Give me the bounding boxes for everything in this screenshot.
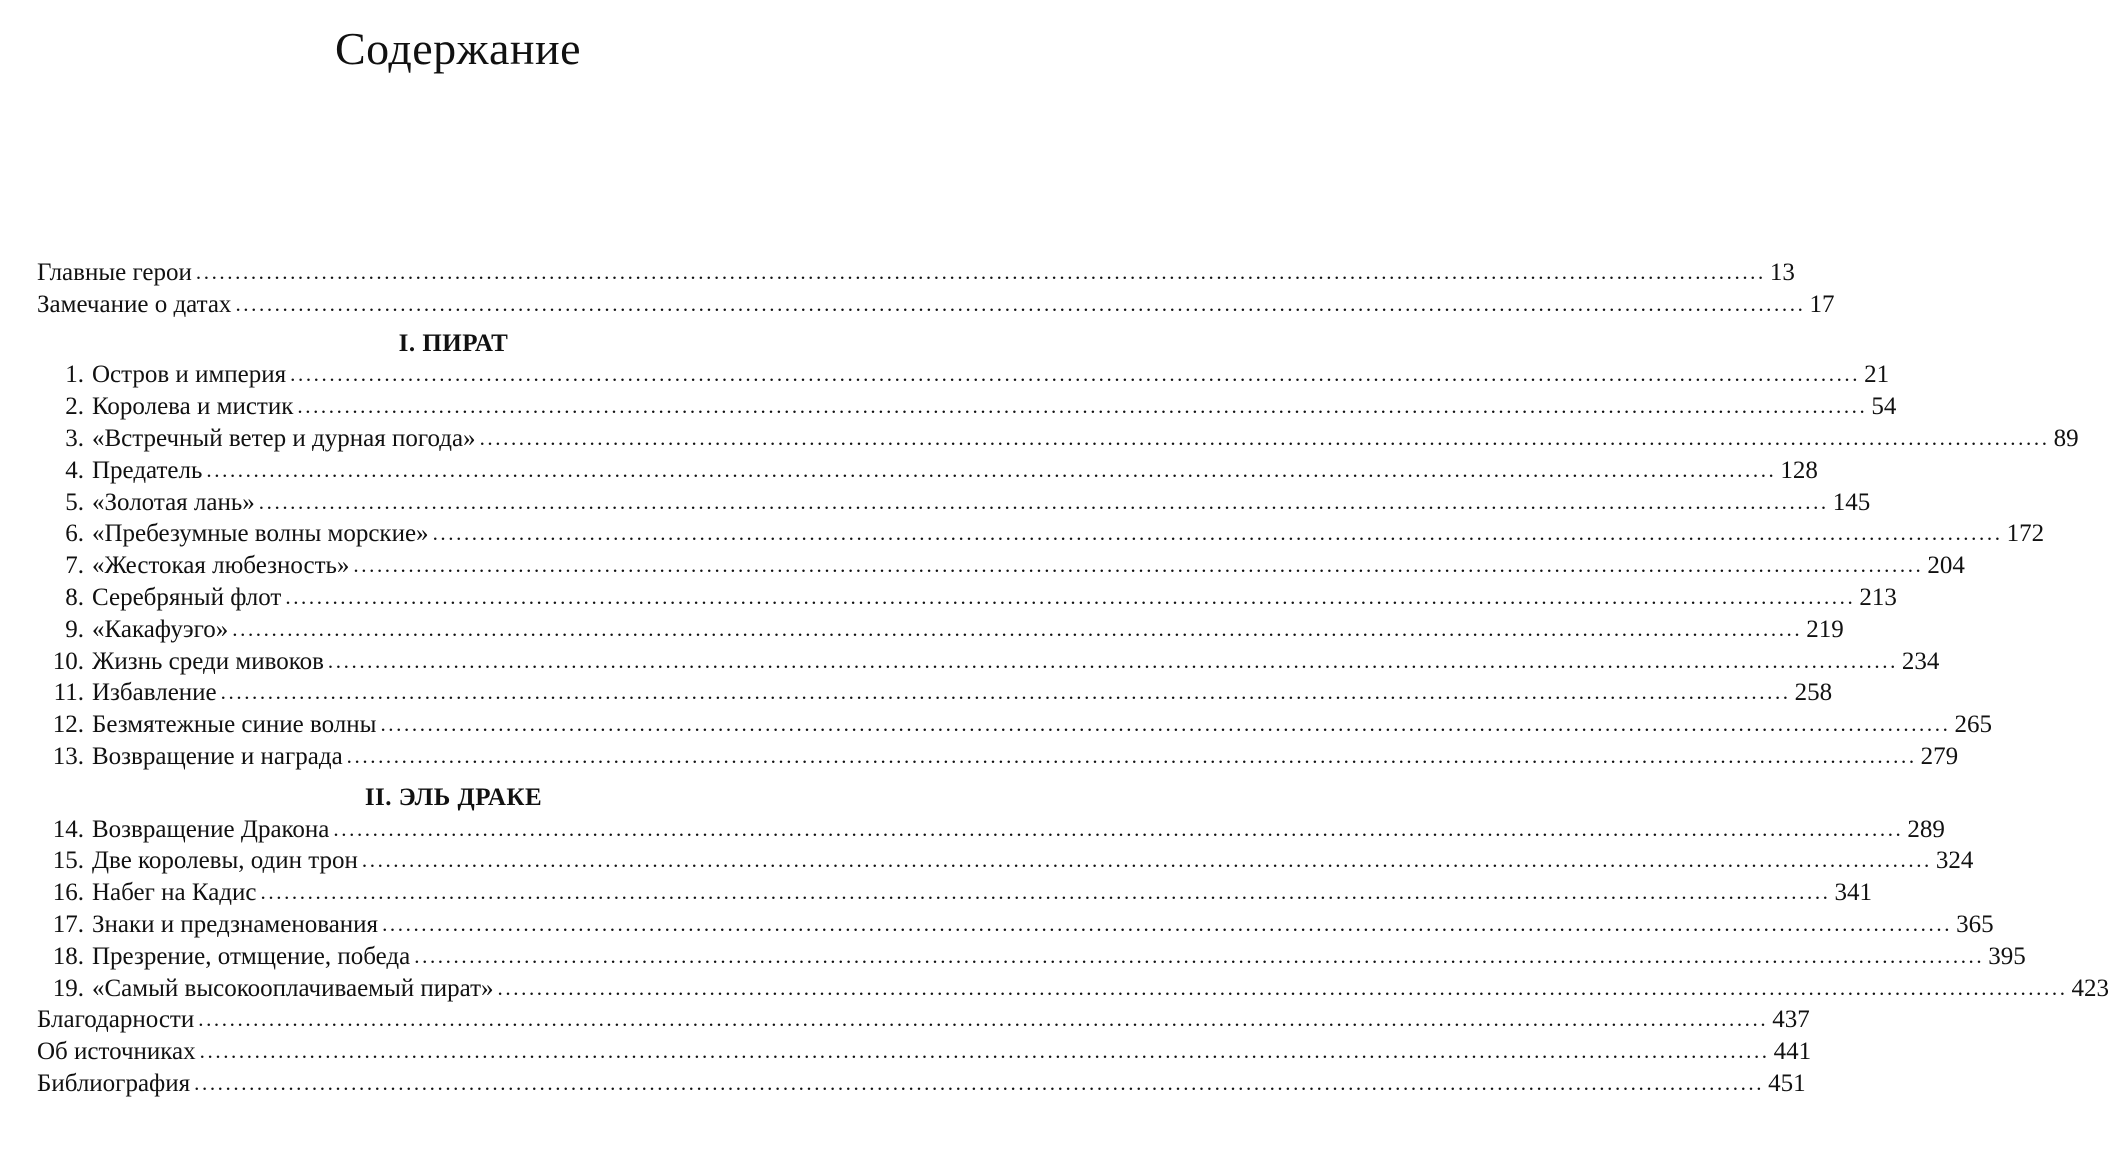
dot-leader: ........................................................................................................................................................................................................ [194, 1070, 1765, 1095]
page-number: 213 [1859, 583, 1897, 611]
entry-title: Возвращение и награда [92, 742, 343, 770]
dot-leader: ........................................................................................................................................................................................................ [232, 616, 1803, 641]
toc-entry [37, 677, 1833, 709]
page-number: 54 [1871, 393, 1897, 421]
page-number: 234 [1901, 647, 1940, 675]
dot-leader: ........................................................................................................................................................................................................ [290, 362, 1861, 387]
chapter-number: 17. [52, 910, 84, 938]
chapter-number: 1. [65, 361, 84, 389]
chapter-number: 2. [65, 393, 84, 421]
entry-title: «Самый высокооплачиваемый пират» [92, 974, 494, 1002]
dot-leader: ........................................................................................................................................................................................................ [327, 648, 1898, 673]
entry-title: «Пребезумные волны морские» [92, 520, 429, 548]
chapter-number: 4. [65, 456, 84, 484]
page-number: 279 [1920, 742, 1959, 770]
chapter-number: 9. [65, 615, 84, 643]
chapter-number: 15. [52, 847, 84, 875]
page-number: 21 [1864, 361, 1890, 389]
dot-leader: ........................................................................................................................................................................................................ [297, 394, 1868, 419]
entry-title: Избавление [92, 679, 217, 707]
page-number: 17 [1809, 290, 1835, 318]
page-number: 441 [1773, 1038, 1812, 1066]
toc-entry [37, 257, 1795, 289]
table-of-contents [37, 257, 2109, 1100]
toc-entry [37, 359, 1890, 391]
spacer [37, 773, 870, 782]
spacer [37, 321, 870, 328]
entry-title: «Жестокая любезность» [92, 552, 350, 580]
dot-leader: ........................................................................................................................................................................................................ [220, 680, 1791, 705]
entry-title: Главные герои [37, 259, 192, 286]
entry-title: Набег на Кадис [92, 879, 257, 907]
page-number: 89 [2053, 424, 2079, 452]
toc-entry [37, 741, 1959, 773]
entry-title: Об источниках [37, 1038, 196, 1066]
toc-entry [37, 289, 1835, 321]
chapter-number: 11. [53, 679, 84, 707]
dot-leader: ........................................................................................................................................................................................................ [361, 848, 1932, 873]
page-number: 13 [1769, 259, 1795, 286]
chapter-number: 13. [52, 742, 84, 770]
dot-leader: ........................................................................................................................................................................................................ [235, 291, 1806, 316]
page-number: 365 [1956, 910, 1994, 938]
entry-title: «Золотая лань» [92, 488, 255, 516]
chapter-number: 12. [52, 711, 84, 739]
dot-leader: ........................................................................................................................................................................................................ [198, 1007, 1769, 1032]
toc-entry [37, 550, 1965, 582]
page-number: 341 [1834, 879, 1873, 907]
entry-title: Серебряный флот [92, 583, 282, 611]
dot-leader: ........................................................................................................................................................................................................ [333, 816, 1904, 841]
entry-title: Жизнь среди мивоков [92, 647, 324, 675]
toc-entry [37, 709, 1992, 741]
page-number: 395 [1988, 942, 2026, 970]
page-number: 437 [1772, 1006, 1810, 1034]
dot-leader: ........................................................................................................................................................................................................ [346, 743, 1917, 768]
toc-entry [37, 845, 1974, 877]
entry-title: Знаки и предзнаменования [92, 910, 379, 938]
toc-entry [37, 973, 2109, 1005]
toc-entry [37, 1004, 1810, 1036]
dot-leader: ........................................................................................................................................................................................................ [380, 712, 1951, 737]
toc-entry [37, 614, 1844, 646]
toc-entry [37, 1068, 1806, 1100]
chapter-number: 8. [65, 583, 84, 611]
entry-title: Благодарности [37, 1006, 195, 1034]
page-number: 265 [1954, 711, 1992, 739]
toc-entry [37, 877, 1873, 909]
page-number: 172 [2006, 520, 2045, 548]
page-number: 204 [1927, 552, 1965, 580]
entry-title: Презрение, отмщение, победа [92, 942, 411, 970]
chapter-number: 10. [52, 647, 84, 675]
entry-title: «Какафуэго» [92, 615, 229, 643]
toc-entry [37, 455, 1818, 487]
dot-leader: ........................................................................................................................................................................................................ [258, 489, 1829, 514]
chapter-number: 5. [65, 488, 84, 516]
toc-entry [37, 814, 1945, 846]
chapter-number: 16. [52, 879, 84, 907]
chapter-number: 7. [65, 552, 84, 580]
dot-leader: ........................................................................................................................................................................................................ [353, 553, 1924, 578]
toc-entry [37, 423, 2079, 455]
page-number: 219 [1806, 615, 1844, 643]
part-heading-1: I. ПИРАТ [398, 329, 509, 357]
page-number: 289 [1907, 815, 1945, 843]
toc-entry [37, 646, 1940, 678]
chapter-number: 6. [65, 520, 84, 548]
chapter-number: 3. [65, 424, 84, 452]
dot-leader: ........................................................................................................................................................................................................ [382, 911, 1953, 936]
dot-leader: ........................................................................................................................................................................................................ [285, 584, 1856, 609]
chapter-number: 19. [52, 974, 84, 1002]
dot-leader: ........................................................................................................................................................................................................ [497, 975, 2068, 1000]
dot-leader: ........................................................................................................................................................................................................ [195, 260, 1766, 284]
dot-leader: ........................................................................................................................................................................................................ [260, 880, 1831, 905]
part-heading-2: II. ЭЛЬ ДРАКЕ [364, 783, 543, 811]
page-number: 324 [1935, 847, 1974, 875]
dot-leader: ........................................................................................................................................................................................................ [479, 425, 2050, 450]
toc-entry [37, 391, 1897, 423]
entry-title: Предатель [92, 456, 203, 484]
page-number: 258 [1794, 679, 1833, 707]
entry-title: «Встречный ветер и дурная погода» [92, 424, 476, 452]
toc-entry [37, 487, 1871, 519]
chapter-number: 18. [52, 942, 84, 970]
dot-leader: ........................................................................................................................................................................................................ [414, 943, 1985, 968]
page-number: 423 [2071, 974, 2109, 1002]
toc-entry [37, 518, 2045, 550]
entry-title: Остров и империя [92, 361, 287, 389]
toc-entry [37, 941, 2026, 973]
entry-title: Замечание о датах [37, 290, 232, 318]
dot-leader: ........................................................................................................................................................................................................ [206, 457, 1777, 482]
toc-entry [37, 909, 1994, 941]
entry-title: Библиография [37, 1069, 191, 1097]
entry-title: Две королевы, один трон [92, 847, 358, 875]
toc-entry [37, 582, 1897, 614]
entry-title: Безмятежные синие волны [92, 711, 377, 739]
chapter-number: 14. [52, 815, 84, 843]
page-number: 451 [1768, 1069, 1806, 1097]
page-number: 128 [1780, 456, 1818, 484]
entry-title: Королева и мистик [92, 393, 294, 421]
page-title: Содержание [334, 23, 582, 74]
toc-entry [37, 1036, 1812, 1068]
dot-leader: ........................................................................................................................................................................................................ [199, 1039, 1770, 1064]
page-number: 145 [1832, 488, 1871, 516]
dot-leader: ........................................................................................................................................................................................................ [432, 521, 2003, 546]
entry-title: Возвращение Дракона [92, 815, 330, 843]
